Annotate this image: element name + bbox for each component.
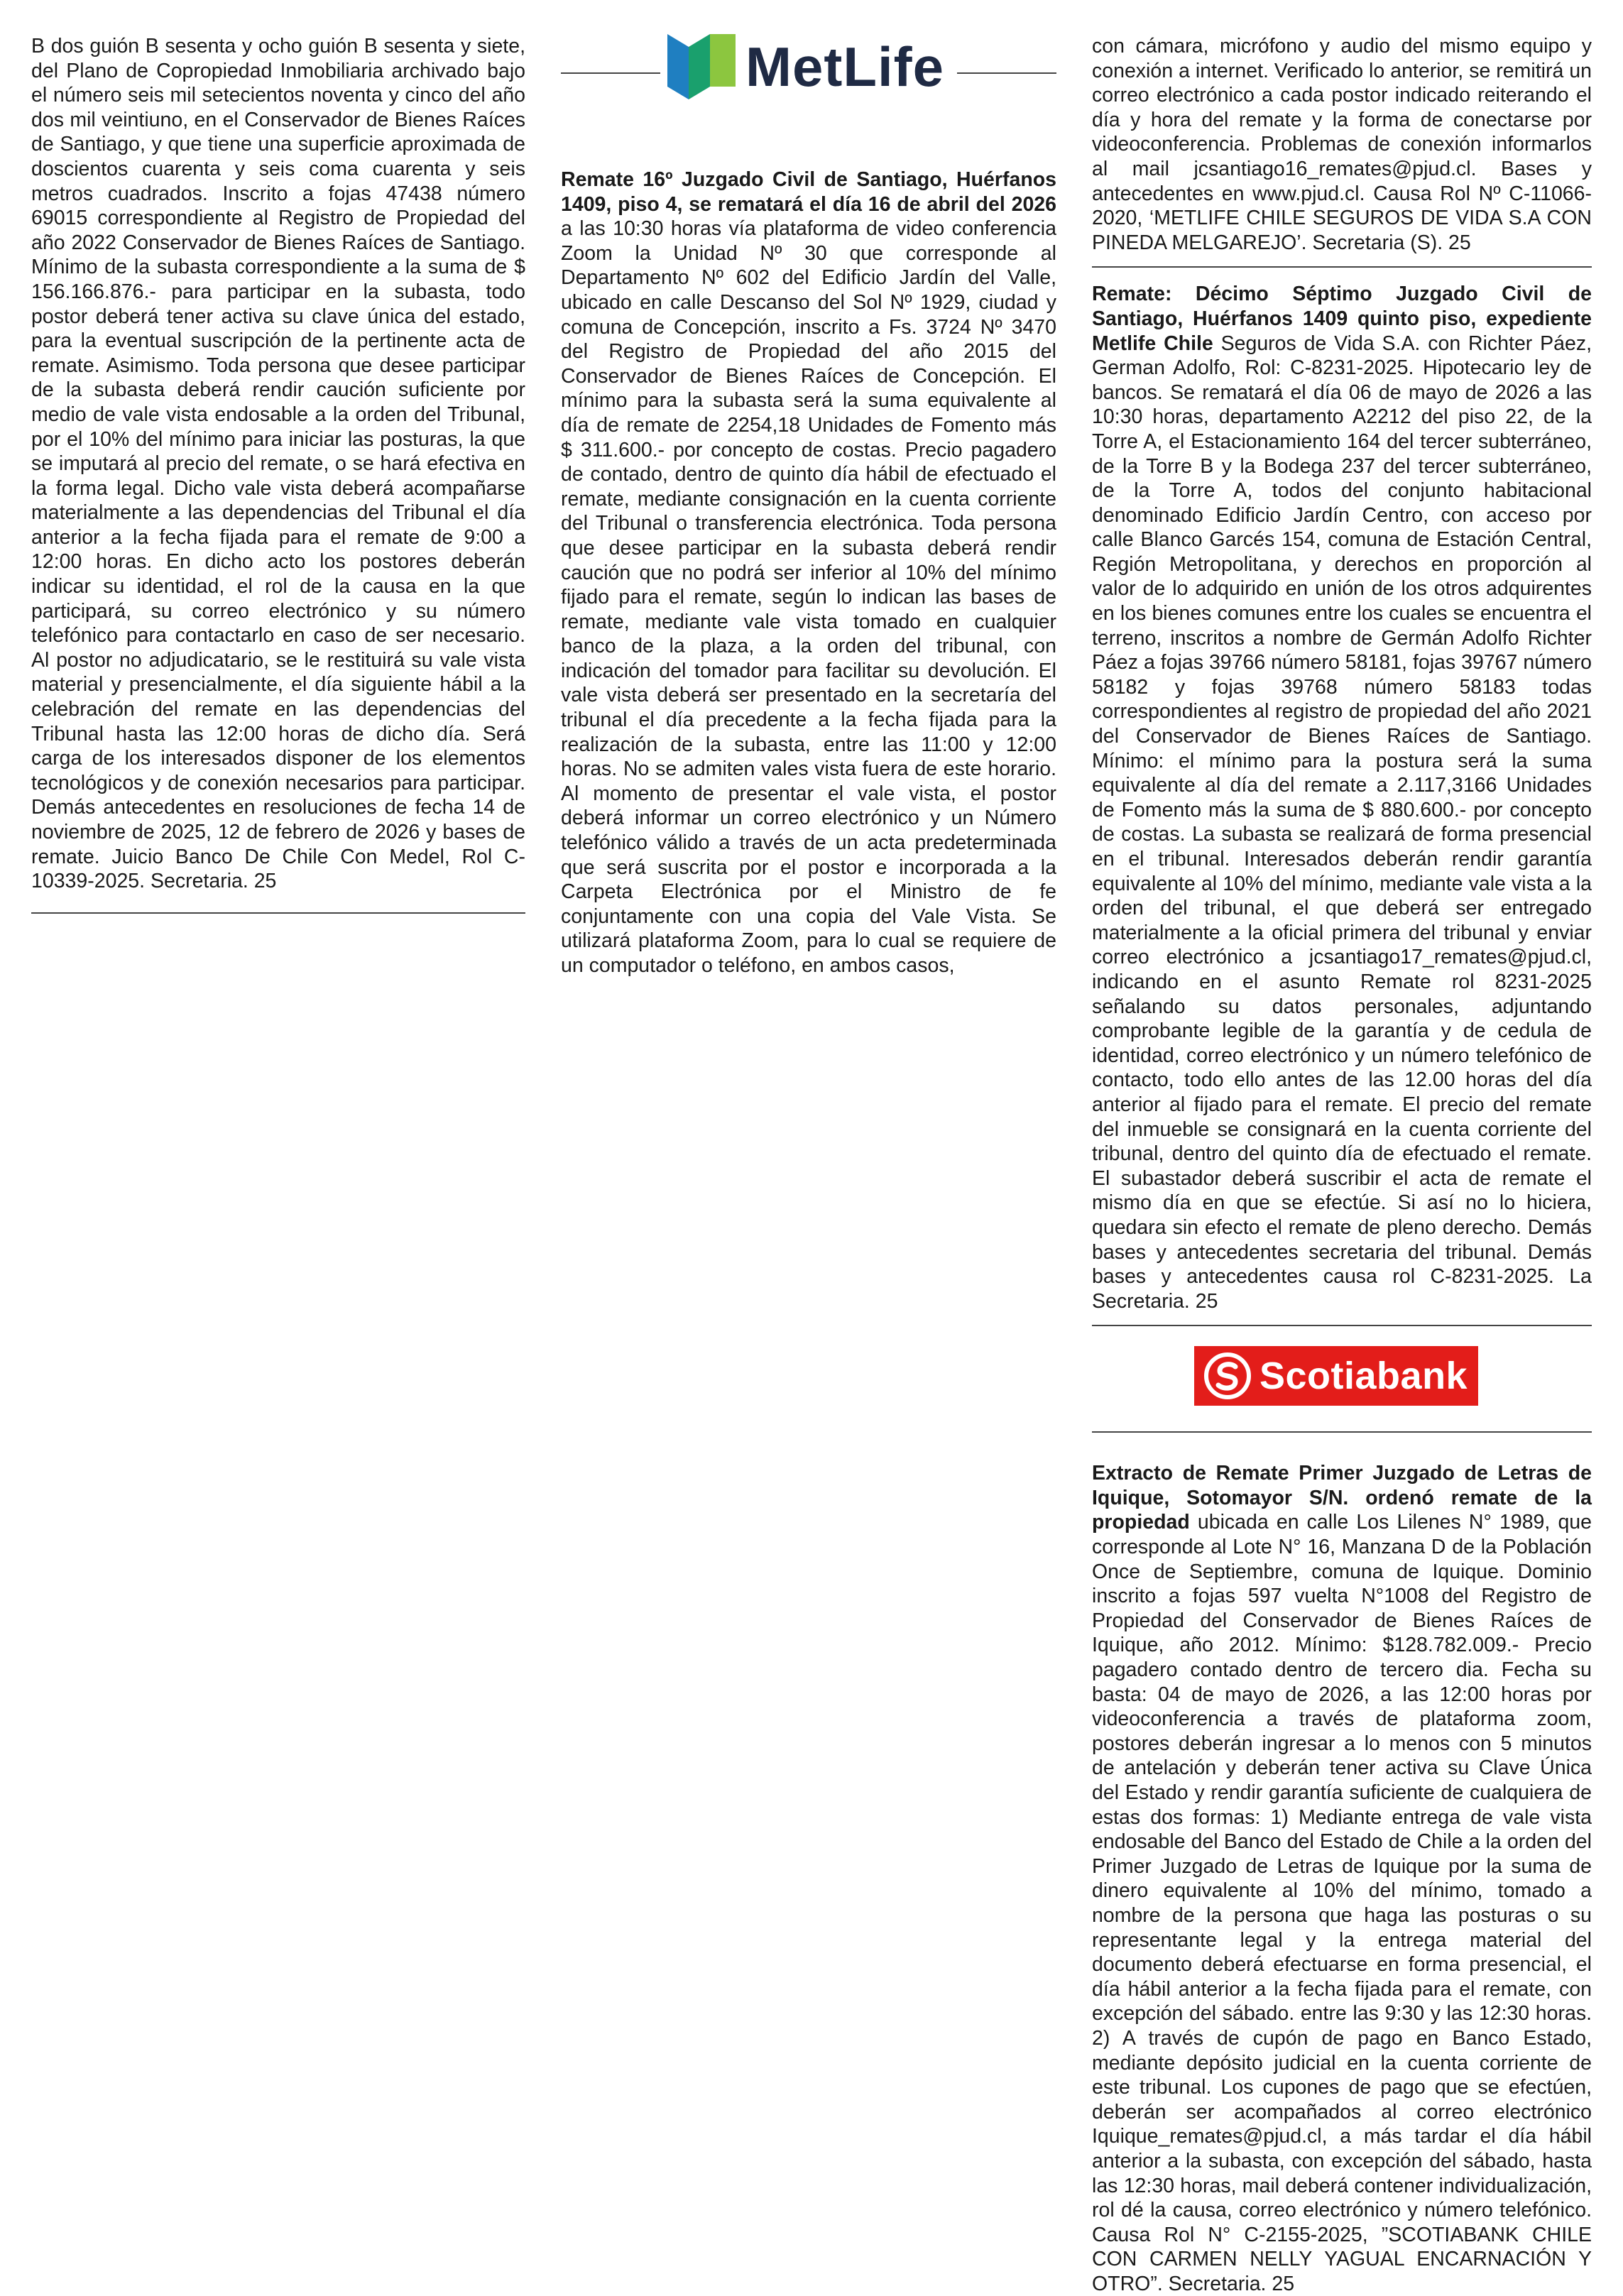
column-3 [1092, 34, 1592, 2296]
scotiabank-logo-band [1092, 1326, 1592, 1433]
column-1-divider [31, 912, 525, 914]
logo-rule-right [957, 72, 1056, 74]
metlife-m-icon [667, 34, 736, 99]
metlife-logo-band [561, 31, 1056, 108]
column-2 [561, 31, 1056, 978]
metlife-logo [667, 31, 944, 102]
scotiabank-band-rule [1092, 1431, 1592, 1433]
column-1 [31, 34, 525, 914]
metlife-notice-heading: Remate 16º Juzgado Civil de Santiago, Huérfanos 1409, piso 4, se rematará el día 16 de abril del 2026 [561, 168, 1056, 216]
scotiabank-wordmark: Scotiabank [1259, 1354, 1468, 1397]
scotiabank-notice-heading: Extracto de Remate Primer Juzgado de Letras de Iquique, Sotomayor S/N. ordenó remate de la propiedad [1092, 1462, 1592, 1534]
notice-17-body: Seguros de Vida S.A. con Richter Páez, German Adolfo, Rol: C-8231-2025. Hipotecario ley de bancos. Se rematará el día 06 de mayo de 2026 a las 10:30 horas, departamento A2212 del piso 22, de la Torre A, el Estacionamiento 164 del tercer subterráneo, de la Torre B y la Bodega 237 del tercer subterráneo, de la Torre A, todos del conjunto habitacional denominado Edificio Jardín Centro, con acceso por calle Blanco Garcés 154, comuna de Estación Central, Región Metropolitana, y derechos en proporción al valor de lo adquirido en unión de los otros adquirentes en los bienes comunes entre los cuales se encuentra el terreno, inscritos a nombre de Germán Adolfo Richter Páez a fojas 39766 número 58181, fojas 39767 número 58182 y fojas 39768 número 58183 todas correspondientes al registro de propiedad del año 2021 del Conservador de Bienes Raíces de Santiago. Mínimo: el mínimo para la postura será la suma equivalente al día del remate a 2.117,3166 Unidades de Fomento más la suma de $ 880.600.- por concepto de costas. La subasta se realizará de forma presencial en el tribunal. Interesados deberán rendir garantía equivalente al 10% del mínimo, mediante vale vista a la orden del tribunal, el que deberá ser entregado materialmente a la oficial primera del tribunal y enviar correo electrónico a jcsantiago17_remates@pjud.cl, indicando en el asunto Remate rol 8231-2025 señalando su datos personales, adjuntando comprobante legible de la garantía y de cedula de identidad, correo electrónico y un número telefónico de contacto, todo ello antes de las 12.00 horas del día anterior al fijado para el remate. El precio del remate del inmueble se consignará en la cuenta corriente del tribunal, dentro del quinto día de efectuado el remate. El subastador deberá suscribir el acta de remate el mismo día en que se efectúe. Si así no lo hiciera, quedara sin efecto el remate de pleno derecho. Demás bases y antecedentes secretaria del tribunal. Demás bases y antecedentes causa rol C-8231-2025. La Secretaria. 25 [1092, 332, 1592, 1313]
scotiabank-s-icon [1203, 1351, 1252, 1401]
notice-17-juzgado [1092, 282, 1592, 1313]
scotiabank-notice-body: ubicada en calle Los Lilenes N° 1989, que corresponde al Lote N° 16, Manzana D de la Población Once de Septiembre, comuna de Iquique. Dominio inscrito a fojas 597 vuelta N°1008 del Registro de Propiedad del Conservador de Bienes Raíces de Iquique, año 2012. Mínimo: $128.782.009.- Precio pagadero contado dentro de tercero dia. Fecha su basta: 04 de mayo de 2026, a las 12:00 horas por videoconferencia a través de plataforma zoom, postores deberán ingresar a lo menos con 5 minutos de antelación y deberán tener activa su Clave Única del Estado y rendir garantía suficiente de cualquiera de estas dos formas: 1) Mediante entrega de vale vista endosable del Banco del Estado de Chile a la orden del Primer Juzgado de Letras de Iquique por la suma de dinero equivalente al 10% del mínimo, tomado a nombre de la persona que haga las posturas o su representante legal y la entrega material del documento deberá efectuarse en forma presencial, el día hábil anterior a la fecha fijada para el remate, con excepción del sábado. entre las 9:30 y las 12:30 horas. 2) A través de cupón de pago en Banco Estado, mediante depósito judicial en la cuenta corriente de este tribunal. Los cupones de pago que se efectúen, deberán ser acompañados al correo electrónico Iquique_remates@pjud.cl, a más tardar el día hábil anterior a la subasta, con excepción del sábado, hasta las 12:30 horas, mail deberá contener individualización, rol dé la causa, correo electrónico y número telefónico. Causa Rol N° C-2155-2025, ”SCOTIABANK CHILE CON CARMEN NELLY YAGUAL ENCARNACIÓN Y OTRO”. Secretaria. 25 [1092, 1511, 1592, 2295]
metlife-notice-continued: con cámara, micrófono y audio del mismo equipo y conexión a internet. Verificado lo anterior, se remitirá un correo electrónico a cada postor indicado reiterando el día y hora del remate y la forma de conectarse por videoconferencia. Problemas de conexión informarlos al mail jcsantiago16_remates@pjud.cl. Bases y antecedentes en www.pjud.cl. Causa Rol Nº C-11066-2020, ‘METLIFE CHILE SEGUROS DE VIDA S.A CON PINEDA MELGAREJO’. Secretaria (S). 25 [1092, 35, 1592, 254]
notice-banco-chile-text: B dos guión B sesenta y ocho guión B sesenta y siete, del Plano de Copropiedad Inmobiliaria archivado bajo el número seis mil setecientos noventa y cinco del año dos mil veintiuno, en el Conservador de Bienes Raíces de Santiago, y que tiene una superficie aproximada de doscientos cuarenta y seis coma cuarenta y seis metros cuadrados. Inscrito a fojas 47438 número 69015 correspondiente al Registro de Propiedad del año 2022 Conservador de Bienes Raíces de Santiago. Mínimo de la subasta correspondiente a la suma de $ 156.166.876.- para participar en la subasta, todo postor deberá tener activa su clave única del estado, para la eventual suscripción de la pertinente acta de remate. Asimismo. Toda persona que desee participar de la subasta deberá rendir caución suficiente por medio de vale vista endosable a la orden del Tribunal, por el 10% del mínimo para iniciar las posturas, la que se imputará al precio del remate, o se hará efectiva en la forma legal. Dicho vale vista deberá acompañarse materialmente a las dependencias del Tribunal el día anterior a la fecha fijada para el remate de 9:00 a 12:00 horas. En dicho acto los postores deberán indicar su identidad, el rol de la causa en la que participará, su correo electrónico y su número telefónico para contactarlo en caso de ser necesario. Al postor no adjudicatario, se le restituirá su vale vista material y presencialmente, el día siguiente hábil a la celebración del remate en las dependencias del Tribunal hasta las 12:00 horas de dicho día. Será carga de los interesados disponer de los elementos tecnológicos y de conexión necesarios para participar. Demás antecedentes en resoluciones de fecha 14 de noviembre de 2025, 12 de febrero de 2026 y bases de remate. Juicio Banco De Chile Con Medel, Rol C-10339-2025. Secretaria. 25 [31, 35, 525, 893]
metlife-wordmark: MetLife [745, 35, 944, 98]
notice-17-heading: Remate: Décimo Séptimo Juzgado Civil de Santiago, Huérfanos 1409 quinto piso, expediente Metlife Chile [1092, 283, 1592, 355]
scotiabank-notice [1092, 1461, 1592, 2296]
metlife-notice-col2 [561, 168, 1056, 978]
metlife-notice-body: a las 10:30 horas vía plataforma de video conferencia Zoom la Unidad Nº 30 que corresponde al Departamento Nº 602 del Edificio Jardín del Valle, ubicado en calle Descanso del Sol Nº 1929, ciudad y comuna de Concepción, inscrito a Fs. 3724 Nº 3470 del Registro de Propiedad del año 2015 del Conservador de Bienes Raíces de Concepción. El mínimo para la subasta será la suma equivalente al día de remate de 2254,18 Unidades de Fomento más $ 311.600.- por concepto de costas. Precio pagadero de contado, dentro de quinto día hábil de efectuado el remate, mediante consignación en la cuenta corriente del Tribunal o transferencia electrónica. Toda persona que desee participar en la subasta deberá rendir caución que no podrá ser inferior al 10% del mínimo fijado para el remate, según lo indican las bases de remate, mediante vale vista tomado en cualquier banco de la plaza, a la orden del tribunal, con indicación del tomador para facilitar su devolución. El vale vista deberá ser presentado en la secretaría del tribunal el día precedente a la fecha fijada para la realización de la subasta, entre las 11:00 y 12:00 horas. No se admiten vales vista fuera de este horario. Al momento de presentar el vale vista, el postor deberá informar un correo electrónico y un Número telefónico válido a través de un acta predeterminada que será suscrita por el postor e incorporada a la Carpeta Electrónica por el Ministro de fe conjuntamente con una copia del Vale Vista. Se utilizará plataforma Zoom, para lo cual se requiere de un computador o teléfono, en ambos casos, [561, 217, 1056, 977]
logo-rule-left [561, 72, 660, 74]
scotiabank-logo [1194, 1346, 1478, 1406]
